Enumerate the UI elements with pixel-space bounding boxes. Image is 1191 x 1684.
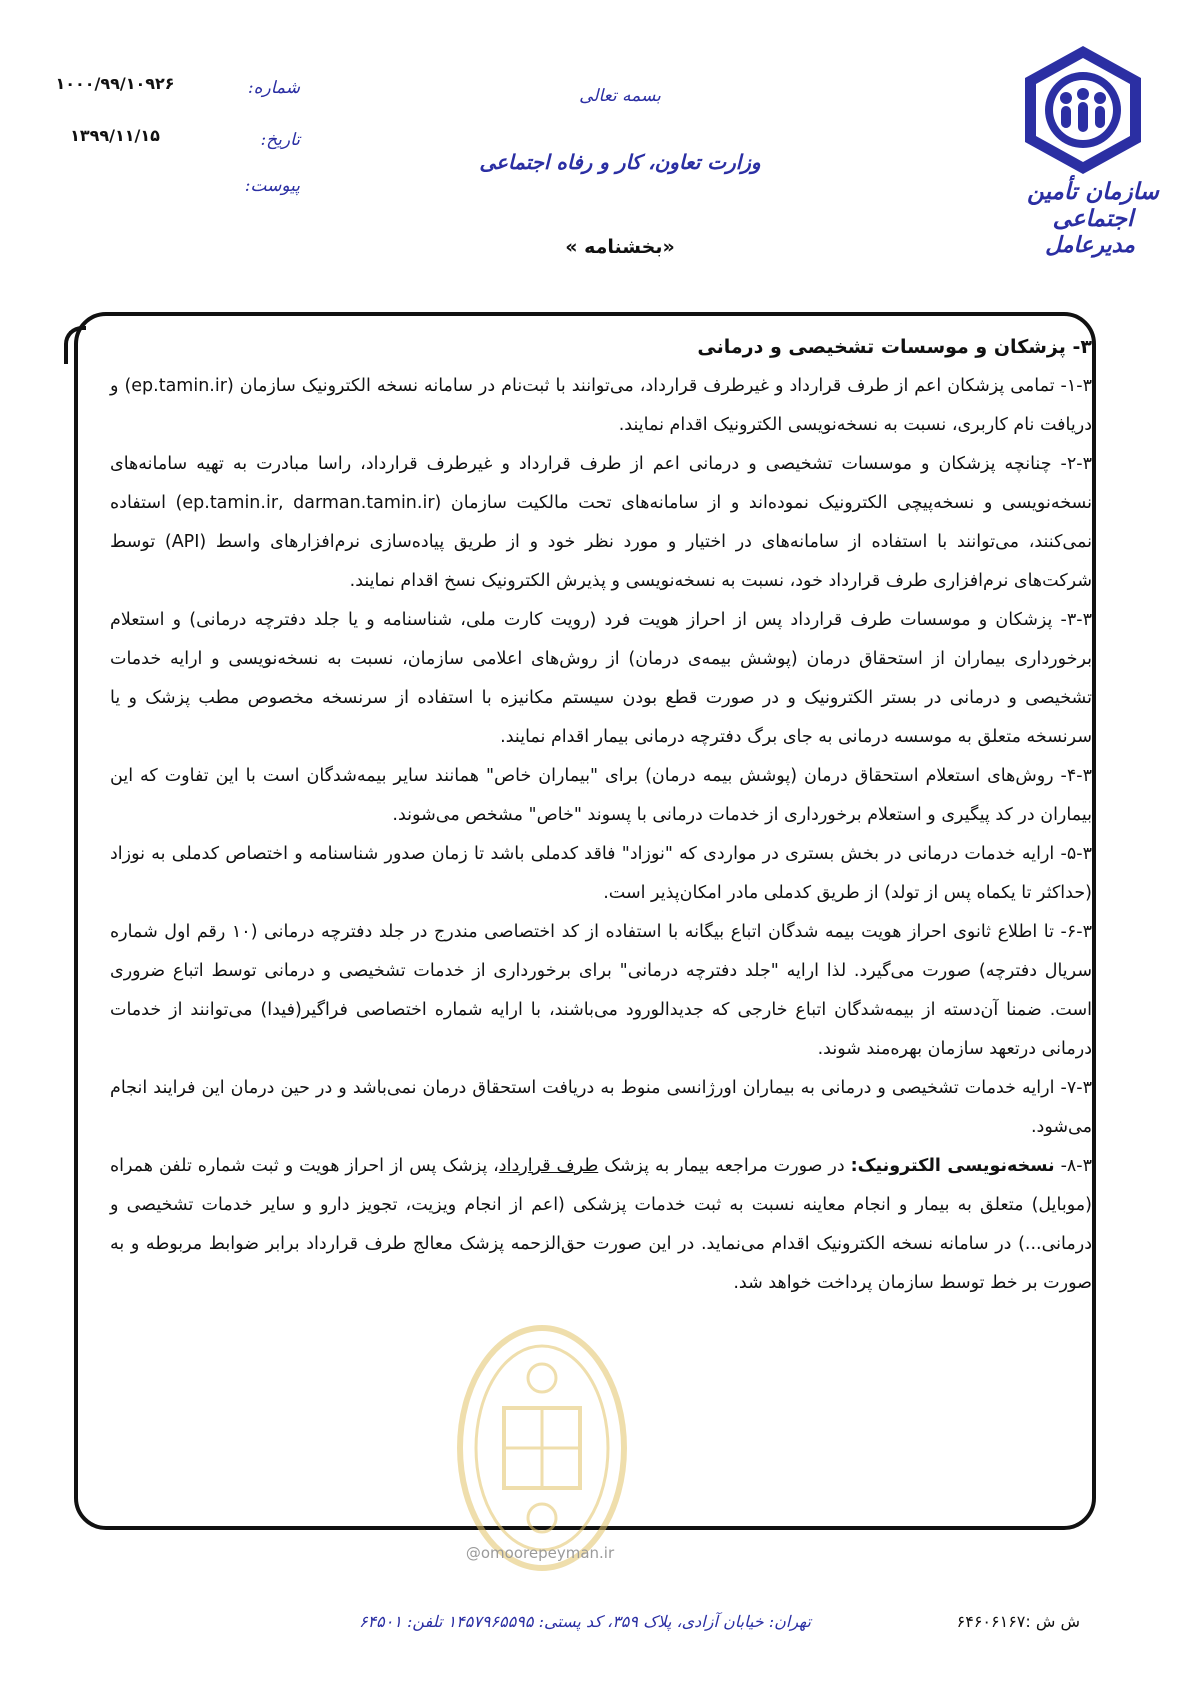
footer-address: تهران: خیابان آزادی، پلاک ۳۵۹، کد پستی: ۱۴۵۷۹۶۵۵۹۵ تلفن: ۶۴۵۰۱ — [358, 1612, 811, 1631]
clause-3-8 — [110, 1147, 1092, 1303]
watermark-site: @omoorepeyman.ir — [465, 1544, 615, 1562]
clause-3-8-underlined: طرف قرارداد — [498, 1156, 599, 1176]
clause-3-3: ۳-۳- پزشکان و موسسات طرف قرارداد پس از احراز هویت فرد (رویت کارت ملی، شناسنامه و یا جلد دفترچه درمانی) و استعلام برخورداری بیماران از استحقاق درمان (پوشش بیمه‌ی درمان) از روش‌های اعلامی سازمان، نسبت به نسخه‌نویسی و ارایه خدمات تشخیصی و درمانی در بستر الکترونیک و در صورت قطع بودن سیستم مکانیزه با استفاده از سرنسخه مخصوص مطب پزشک و یا سرنسخه متعلق به موسسه درمانی به جای برگ دفترچه درمانی بیمار اقدام نمایند. — [110, 610, 1092, 747]
clause-3-7: ۷-۳- ارایه خدمات تشخیصی و درمانی به بیماران اورژانسی منوط به دریافت استحقاق درمان نمی‌باشد و در حین درمان این فرایند انجام می‌شود. — [110, 1078, 1092, 1137]
date-value: ۱۳۹۹/۱۱/۱۵ — [70, 126, 160, 145]
clause-3-8-number: ۸-۳- — [1054, 1156, 1093, 1176]
attachment-label: پیوست: — [244, 176, 300, 196]
circular-title: «بخشنامه » — [565, 236, 675, 258]
organization-name: سازمان تأمین اجتماعی — [1027, 178, 1159, 232]
number-label: شماره: — [247, 78, 300, 98]
clause-3-8-text-b: ، پزشک پس از احراز هویت و ثبت شماره تلفن همراه (موبایل) متعلق به بیمار و انجام معاینه نسبت به ثبت خدمات پزشکی (اعم از انجام ویزیت، تجویز دارو و سایر خدمات تشخیصی و درمانی...) در سامانه نسخه الکترونیک اقدام می‌نماید. در این صورت حق‌الزحمه پزشک معالج طرف قرارداد برابر ضوابط مربوطه و به صورت بر خط توسط سازمان پرداخت خواهد شد. — [110, 1156, 1092, 1293]
clause-3-8-title: نسخه‌نویسی الکترونیک: — [850, 1156, 1055, 1176]
date-label: تاریخ: — [260, 130, 300, 150]
number-value: ۱۰۰۰/۹۹/۱۰۹۲۶ — [55, 74, 175, 93]
clause-3-4: ۴-۳- روش‌های استعلام استحقاق درمان (پوشش بیمه درمان) برای "بیماران خاص" همانند سایر بیمه‌شدگان است با این تفاوت که این بیماران در کد پیگیری و استعلام برخورداری از خدمات درمانی با پسوند "خاص" مشخص می‌شوند. — [110, 766, 1092, 825]
invocation: بسمه تعالی — [579, 86, 661, 106]
ministry-name: وزارت تعاون، کار و رفاه اجتماعی — [479, 150, 761, 174]
social-security-organization-logo-icon — [1020, 44, 1146, 176]
clause-3-2: ۲-۳- چنانچه پزشکان و موسسات تشخیصی و درمانی اعم از طرف قرارداد و غیرطرف قرارداد، راسا مبادرت به تهیه سامانه‌های نسخه‌نویسی و نسخه‌پیچی الکترونیک نموده‌اند و از سامانه‌های تحت مالکیت سازمان (ep.tamin.ir, darman.tamin.ir) استفاده نمی‌کنند، می‌توانند با استفاده از سامانه‌های در اختیار و مورد نظر خود و از طریق پیاده‌سازی نرم‌افزارهای واسط (API) توسط شرکت‌های نرم‌افزاری طرف قرارداد خود، نسبت به نسخه‌نویسی و پذیرش الکترونیک نسخ اقدام نمایند. — [110, 454, 1092, 591]
clause-3-1: ۱-۳- تمامی پزشکان اعم از طرف قرارداد و غیرطرف قرارداد، می‌توانند با ثبت‌نام در سامانه نسخه الکترونیک سازمان (ep.tamin.ir) و دریافت نام کاربری، نسبت به نسخه‌نویسی الکترونیک اقدام نمایند. — [110, 376, 1092, 435]
frame-corner-mark — [64, 326, 86, 364]
circular-body — [110, 328, 1092, 1303]
department-label: مدیرعامل — [1045, 232, 1135, 258]
clause-3-6: ۶-۳- تا اطلاع ثانوی احراز هویت بیمه شدگان اتباع بیگانه با استفاده از کد اختصاصی مندرج در جلد دفترچه درمانی (۱۰ رقم اول شماره سریال دفترچه) صورت می‌گیرد. لذا ارایه "جلد دفترچه درمانی" برای برخورداری از خدمات تشخیصی و درمانی توسط اتباع ضروری است. ضمنا آن‌دسته از بیمه‌شدگان اتباع خارجی که جدیدالورود می‌باشند، با ارایه شماره اختصاصی فراگیر(فیدا) می‌توانند از خدمات درمانی درتعهد سازمان بهره‌مند شوند. — [110, 922, 1092, 1059]
section-heading: ۳- پزشکان و موسسات تشخیصی و درمانی — [697, 336, 1092, 358]
clause-3-5: ۵-۳- ارایه خدمات درمانی در بخش بستری در مواردی که "نوزاد" فاقد کدملی باشد تا زمان صدور شناسنامه و اختصاص کدملی به نوزاد (حداکثر تا یکماه پس از تولد) از طریق کدملی مادر امکان‌پذیر است. — [110, 844, 1092, 903]
clause-3-8-text-a: در صورت مراجعه بیمار به پزشک — [598, 1156, 851, 1176]
footer-code: ش ش :۶۴۶۰۶۱۶۷ — [956, 1612, 1080, 1631]
